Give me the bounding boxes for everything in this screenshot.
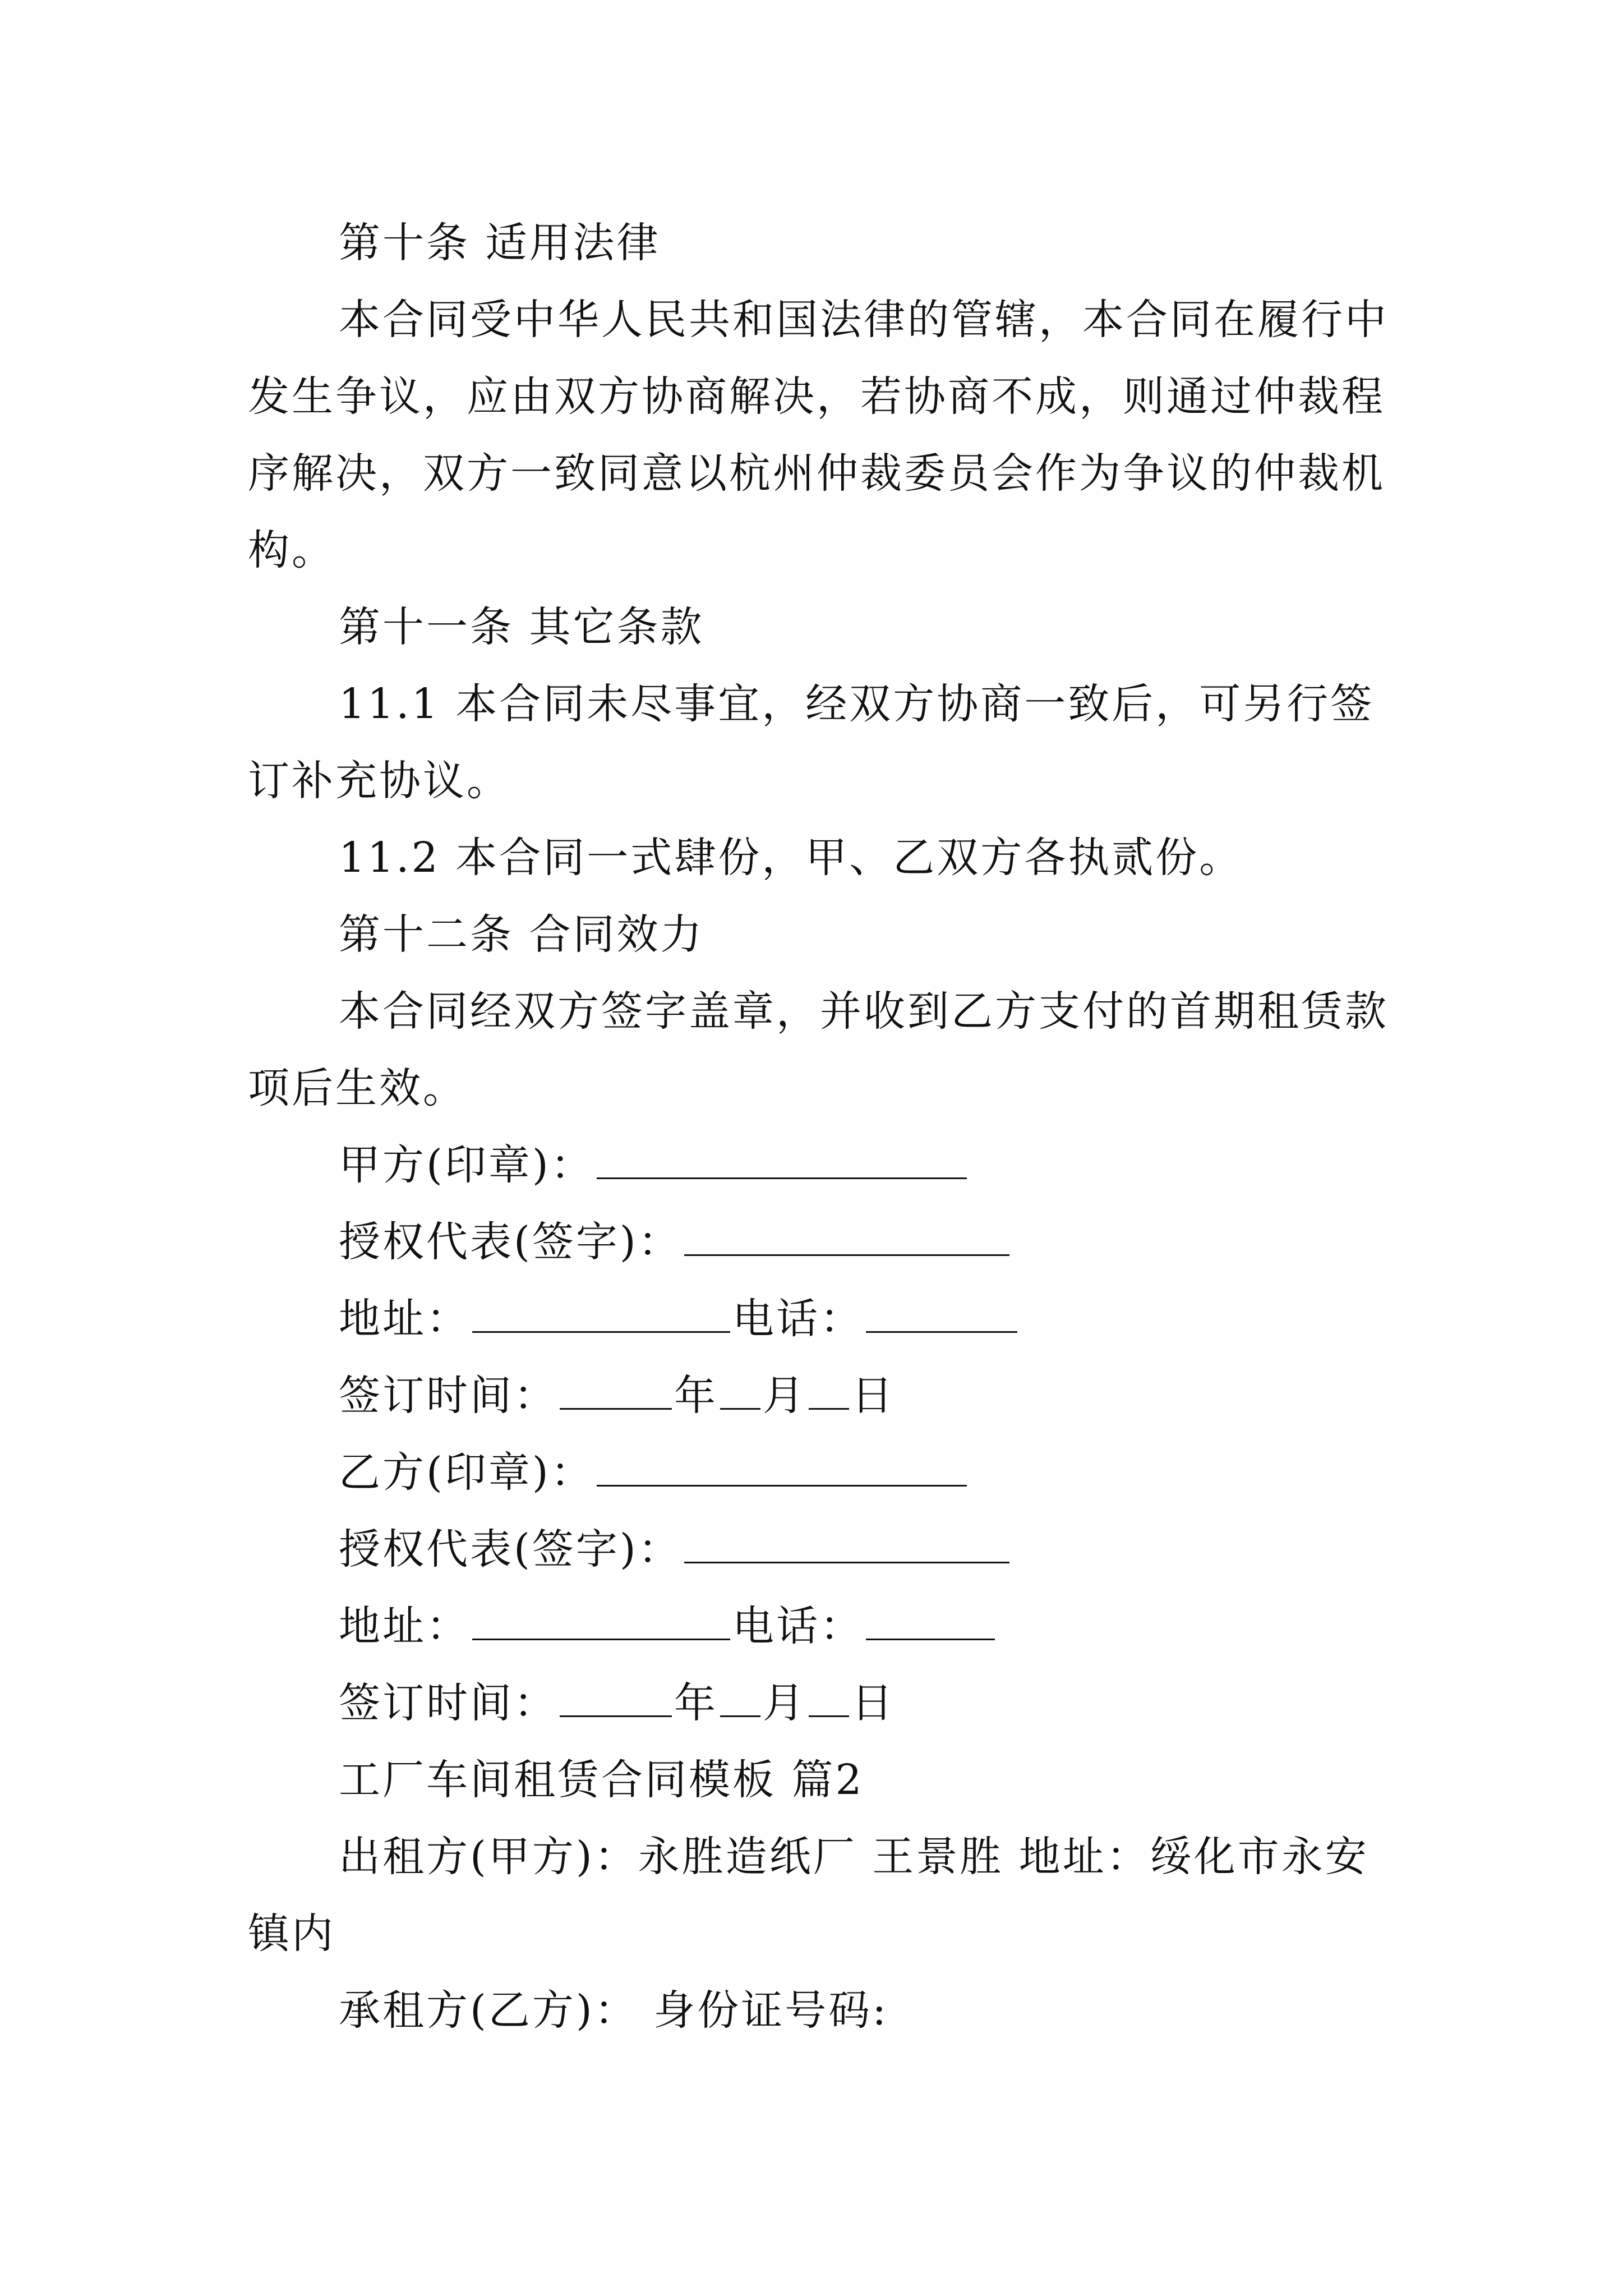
party-a-day-label: 日 (851, 1372, 895, 1420)
party-b-day-label: 日 (851, 1679, 895, 1727)
party-b-date-label: 签订时间： (339, 1679, 557, 1727)
article-10-line-4: 构。 (248, 526, 335, 574)
party-a-rep-row (339, 1204, 1477, 1281)
party-a-address-label: 地址： (339, 1295, 470, 1343)
party-a-year-label: 年 (674, 1372, 718, 1420)
lessee-info: 承租方(乙方)： 身份证号码: (339, 1986, 889, 2035)
party-b-date-row (339, 1665, 1477, 1742)
article-12-line-1: 本合同经双方签字盖章，并收到乙方支付的首期租赁款 (339, 987, 1389, 1036)
party-b-rep-row (339, 1511, 1477, 1588)
article-11-item-2: 11.2 本合同一式肆份，甲、乙双方各执贰份。 (339, 834, 1243, 882)
article-11-heading: 第十一条 其它条款 (339, 603, 704, 651)
party-b-address-blank[interactable] (472, 1606, 730, 1640)
lessor-line-2: 镇内 (248, 1910, 335, 1958)
party-b-year-blank[interactable] (560, 1683, 672, 1717)
template-title: 工厂车间租赁合同模板 篇2 (339, 1756, 864, 1804)
party-b-address-row (339, 1588, 1477, 1665)
party-a-address-blank[interactable] (472, 1299, 730, 1333)
party-b-phone-label: 电话： (732, 1602, 864, 1650)
party-b-month-label: 月 (763, 1679, 806, 1727)
article-10-heading: 第十条 适用法律 (339, 219, 661, 267)
lessor-line-1: 出租方(甲方)：永胜造纸厂 王景胜 地址：绥化市永安 (339, 1833, 1369, 1881)
party-a-seal-row (339, 1127, 1477, 1204)
party-a-year-blank[interactable] (560, 1375, 672, 1410)
party-a-rep-blank[interactable] (684, 1222, 1009, 1256)
article-10-line-3: 序解决，双方一致同意以杭州仲裁委员会作为争议的仲裁机 (248, 449, 1385, 498)
article-10-line-1: 本合同受中华人民共和国法律的管辖，本合同在履行中 (339, 296, 1389, 344)
article-12-line-2: 项后生效。 (248, 1064, 467, 1112)
item-11-1-line-1: 11.1 本合同未尽事宜，经双方协商一致后，可另行签 (339, 680, 1375, 728)
article-12-body (248, 973, 1389, 1127)
party-b-rep-blank[interactable] (684, 1529, 1009, 1563)
article-11-item-1 (248, 666, 1386, 820)
article-10-body (248, 282, 1389, 589)
party-b-year-label: 年 (674, 1679, 718, 1727)
party-b-seal-row (339, 1434, 1477, 1511)
party-a-phone-blank[interactable] (866, 1299, 1017, 1333)
party-a-seal-blank[interactable] (597, 1145, 967, 1179)
party-b-month-blank[interactable] (720, 1683, 760, 1717)
party-b-day-blank[interactable] (809, 1683, 849, 1717)
article-12-heading: 第十二条 合同效力 (339, 910, 704, 959)
party-a-phone-label: 电话： (732, 1295, 864, 1343)
party-a-date-label: 签订时间： (339, 1372, 557, 1420)
lessor-info (248, 1819, 1386, 1972)
party-a-address-row (339, 1281, 1477, 1358)
article-10-line-2: 发生争议，应由双方协商解决，若协商不成，则通过仲裁程 (248, 372, 1385, 421)
party-a-date-row (339, 1358, 1477, 1434)
party-a-seal-label: 甲方(印章)： (339, 1141, 594, 1189)
party-a-month-blank[interactable] (720, 1375, 760, 1410)
party-b-rep-label: 授权代表(签字)： (339, 1525, 682, 1573)
party-b-seal-label: 乙方(印章)： (339, 1448, 594, 1497)
party-b-address-label: 地址： (339, 1602, 470, 1650)
party-b-phone-blank[interactable] (866, 1606, 995, 1640)
party-a-day-blank[interactable] (809, 1375, 849, 1410)
item-11-1-line-2: 订补充协议。 (248, 757, 510, 805)
party-a-month-label: 月 (763, 1372, 806, 1420)
party-b-seal-blank[interactable] (597, 1452, 967, 1487)
party-a-rep-label: 授权代表(签字)： (339, 1218, 682, 1266)
